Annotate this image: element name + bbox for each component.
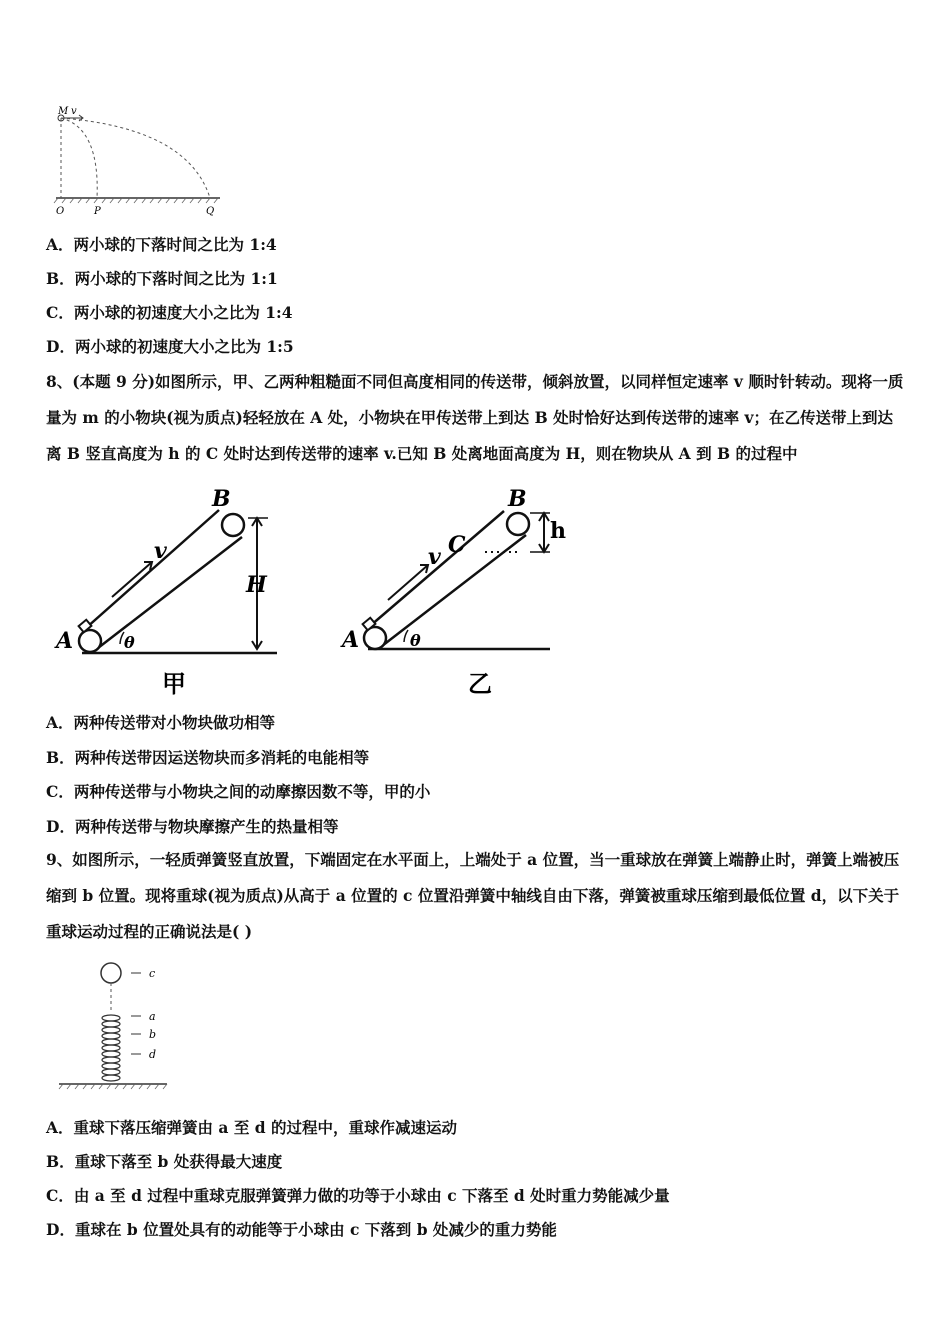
q7-option-b: B．两小球的下落时间之比为 1:1 — [46, 269, 278, 288]
q9-option-a: A．重球下落压缩弹簧由 a 至 d 的过程中，重球作减速运动 — [46, 1118, 457, 1137]
label-P: P — [94, 206, 101, 217]
q9-stem: 9、如图所示，一轻质弹簧竖直放置，下端固定在水平面上，上端处于 a 位置，当一重球放在弹簧上端静止时，弹簧上端被压缩到 b 位置。现将重球(视为质点)从高于 a 位置的 c 位置沿弹簧中轴线自由下落，弹簧被重球压缩到最低位置 d，以下关于重球运动过程的正确说法是( ) — [46, 850, 900, 941]
q8-stem: 8、(本题 9 分)如图所示，甲、乙两种粗糙面不同但高度相同的传送带，倾斜放置，以同样恒定速率 v 顺时针转动。现将一质量为 m 的小物块(视为质点)轻轻放在 A 处，小物块在甲传送带上到达 B 处时恰好达到传送带的速率 v；在乙传送带上到达离 B 竖直高度为 h 的 C 处时达到传送带的速率 v.已知 B 处离地面高度为 H，则在物块从 A 到 B 的过程中 — [46, 372, 904, 463]
conveyor-jia-figure — [52, 482, 292, 702]
q9-option-c: C．由 a 至 d 过程中重球克服弹簧弹力做的功等于小球由 c 下落至 d 处时重力势能减少量 — [46, 1186, 670, 1205]
q7-option-c: C．两小球的初速度大小之比为 1:4 — [46, 303, 293, 322]
caption-jia: 甲 — [162, 669, 186, 698]
label-O: O — [56, 206, 65, 217]
label-H: H — [246, 572, 267, 598]
q8-option-a: A．两种传送带对小物块做功相等 — [46, 713, 276, 732]
projectile-figure — [48, 100, 228, 220]
q9-option-b: B．重球下落至 b 处获得最大速度 — [46, 1152, 283, 1171]
label-theta: θ — [124, 633, 135, 652]
q7-option-a: A．两小球的下落时间之比为 1:4 — [46, 235, 277, 254]
conveyor-yi-figure — [340, 482, 580, 702]
label-v: v — [154, 538, 167, 564]
label-h: h — [550, 518, 566, 544]
caption-yi: 乙 — [468, 669, 492, 698]
label-B: B — [508, 486, 527, 512]
q8-option-b: B．两种传送带因运送物块而多消耗的电能相等 — [46, 748, 370, 767]
label-c: c — [149, 967, 156, 980]
label-M: M — [58, 106, 69, 117]
q7-option-d: D．两小球的初速度大小之比为 1:5 — [46, 337, 294, 356]
q9-option-d: D．重球在 b 位置处具有的动能等于小球由 c 下落到 b 处减少的重力势能 — [46, 1220, 557, 1239]
label-A: A — [342, 627, 360, 653]
label-a: a — [149, 1010, 156, 1023]
q8-option-c: C．两种传送带与小物块之间的动摩擦因数不等，甲的小 — [46, 782, 431, 801]
spring-figure — [55, 958, 185, 1098]
label-A: A — [56, 628, 74, 654]
label-B: B — [212, 486, 231, 512]
label-v: v — [428, 544, 441, 570]
label-v: v — [71, 106, 77, 117]
label-theta: θ — [410, 631, 421, 650]
label-C: C — [448, 532, 466, 558]
label-b: b — [149, 1028, 157, 1041]
q8-option-d: D．两种传送带与物块摩擦产生的热量相等 — [46, 817, 339, 836]
label-d: d — [149, 1048, 157, 1061]
label-Q: Q — [206, 206, 215, 217]
